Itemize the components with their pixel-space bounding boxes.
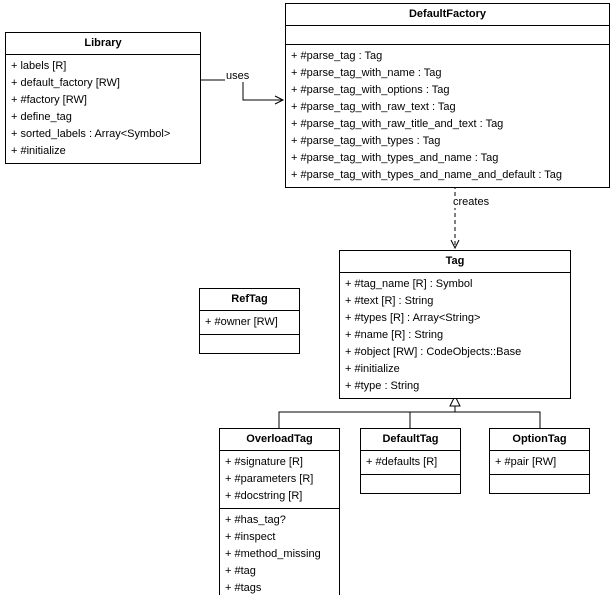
class-member: + #parameters [R] (225, 473, 314, 485)
class-member: + #parse_tag_with_name : Tag (291, 67, 442, 79)
class-attributes (6, 55, 200, 163)
class-member: + labels [R] (11, 60, 67, 72)
class-title: DefaultFactory (286, 4, 609, 26)
class-member: + #name [R] : String (345, 329, 444, 341)
class-attributes (340, 273, 570, 398)
class-member: + #type : String (345, 380, 420, 392)
class-title: OptionTag (490, 429, 589, 451)
class-member: + #pair [RW] (495, 456, 557, 468)
class-title: OverloadTag (220, 429, 339, 451)
class-member: + #parse_tag_with_raw_title_and_text : Tag (291, 118, 504, 130)
class-member: + #has_tag? (225, 514, 286, 526)
class-member: + #tag_name [R] : Symbol (345, 278, 473, 290)
class-attributes (220, 451, 339, 509)
uml-class-reftag[interactable] (199, 288, 300, 354)
uml-class-optiontag[interactable] (489, 428, 590, 494)
class-title: RefTag (200, 289, 299, 311)
class-member: + #signature [R] (225, 456, 303, 468)
class-operations (490, 475, 589, 493)
class-operations (361, 475, 460, 493)
class-member: + #text [R] : String (345, 295, 434, 307)
edge-label-creates: creates (453, 196, 490, 208)
class-title: Tag (340, 251, 570, 273)
uml-class-overloadtag[interactable] (219, 428, 340, 595)
class-member: + #tags (225, 582, 262, 594)
class-member: + #parse_tag_with_raw_text : Tag (291, 101, 456, 113)
class-member: + #parse_tag_with_types_and_name : Tag (291, 152, 499, 164)
class-member: + sorted_labels : Array<Symbol> (11, 128, 171, 140)
class-member: + #parse_tag_with_options : Tag (291, 84, 450, 96)
uml-class-defaulttag[interactable] (360, 428, 461, 494)
class-member: + #tag (225, 565, 256, 577)
class-member: + #inspect (225, 531, 276, 543)
class-operations (200, 335, 299, 353)
class-member: + #parse_tag_with_types : Tag (291, 135, 441, 147)
class-operations (220, 509, 339, 595)
uml-class-defaultfactory[interactable] (285, 3, 610, 188)
uml-class-tag[interactable] (339, 250, 571, 399)
edge-label-uses: uses (226, 70, 250, 82)
uml-class-library[interactable] (5, 32, 201, 164)
class-member: + #defaults [R] (366, 456, 438, 468)
class-member: + #initialize (11, 145, 66, 157)
class-member: + #parse_tag_with_types_and_name_and_default : Tag (291, 169, 563, 181)
class-member: + #owner [RW] (205, 316, 278, 328)
class-title: Library (6, 33, 200, 55)
class-member: + #docstring [R] (225, 490, 303, 502)
class-operations (286, 45, 609, 187)
class-member: + #method_missing (225, 548, 321, 560)
class-member: + #object [RW] : CodeObjects::Base (345, 346, 522, 358)
class-attributes (200, 311, 299, 335)
class-member: + define_tag (11, 111, 72, 123)
class-attributes (286, 26, 609, 45)
class-attributes (361, 451, 460, 475)
class-member: + default_factory [RW] (11, 77, 120, 89)
class-member: + #factory [RW] (11, 94, 87, 106)
class-member: + #types [R] : Array<String> (345, 312, 481, 324)
class-title: DefaultTag (361, 429, 460, 451)
class-attributes (490, 451, 589, 475)
class-member: + #initialize (345, 363, 400, 375)
class-member: + #parse_tag : Tag (291, 50, 383, 62)
